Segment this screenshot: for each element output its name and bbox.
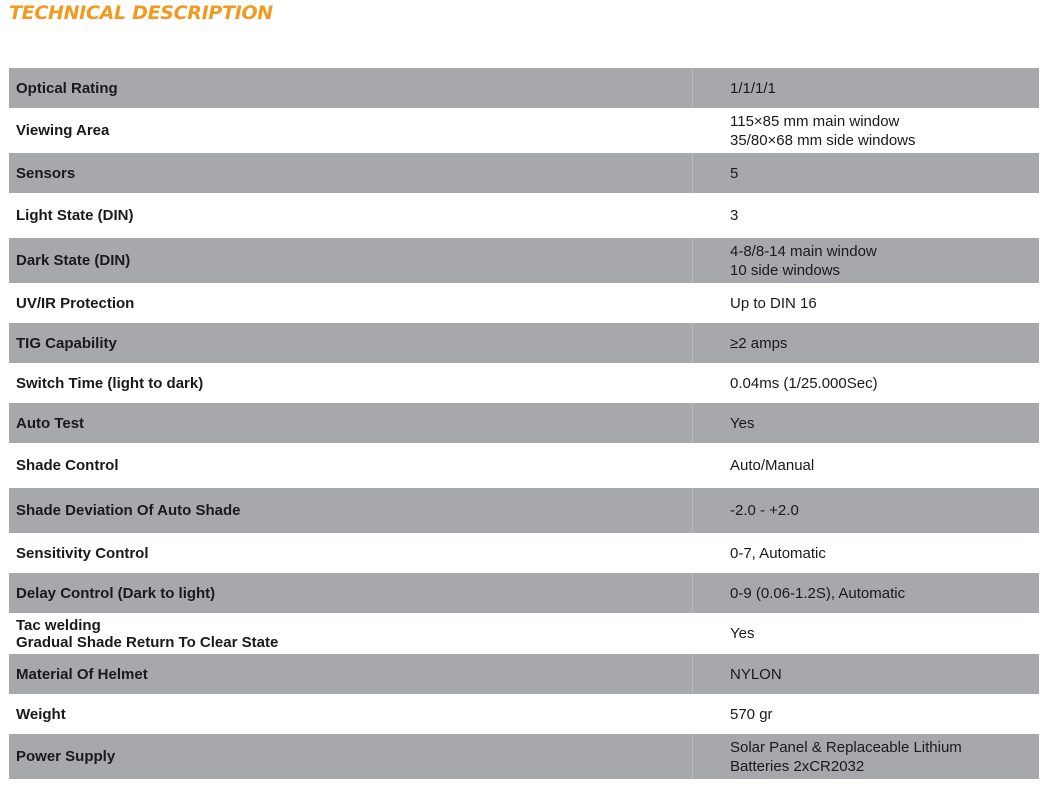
table-row bbox=[9, 68, 1039, 108]
spec-label-text: Shade Control bbox=[16, 457, 119, 474]
spec-value-text: Batteries 2xCR2032 bbox=[730, 757, 865, 775]
spec-value-text: 0-9 (0.06-1.2S), Automatic bbox=[730, 584, 906, 602]
spec-value-text: 5 bbox=[730, 164, 739, 182]
spec-value-text: NYLON bbox=[730, 665, 782, 683]
spec-value-text: -2.0 - +2.0 bbox=[730, 502, 799, 519]
table-row bbox=[9, 533, 1039, 573]
table-row bbox=[9, 108, 1039, 153]
page-title: TECHNICAL DESCRIPTION bbox=[9, 2, 273, 24]
spec-value-text: 0.04ms (1/25.000Sec) bbox=[730, 374, 878, 392]
spec-label bbox=[9, 108, 693, 153]
spec-label-text: Weight bbox=[16, 705, 66, 723]
spec-value bbox=[693, 533, 1039, 573]
spec-value-text: 3 bbox=[730, 207, 739, 224]
spec-value-text: Yes bbox=[730, 625, 755, 642]
spec-label bbox=[9, 403, 693, 443]
spec-label bbox=[9, 68, 693, 108]
table-row bbox=[9, 283, 1039, 323]
spec-label-text: Viewing Area bbox=[16, 122, 110, 139]
spec-label bbox=[9, 283, 693, 323]
spec-label bbox=[9, 694, 693, 734]
table-row bbox=[9, 238, 1039, 283]
spec-value bbox=[693, 443, 1039, 488]
spec-label bbox=[9, 488, 693, 533]
spec-value bbox=[693, 283, 1039, 323]
spec-value bbox=[693, 488, 1039, 533]
spec-label bbox=[9, 363, 693, 403]
spec-value-text: Auto/Manual bbox=[730, 457, 815, 474]
spec-label-text: Auto Test bbox=[16, 414, 85, 432]
spec-value bbox=[693, 108, 1039, 153]
spec-label bbox=[9, 654, 693, 694]
spec-label-text: Light State (DIN) bbox=[16, 207, 134, 224]
spec-label-text: Shade Deviation Of Auto Shade bbox=[16, 502, 241, 519]
spec-label bbox=[9, 323, 693, 363]
spec-value bbox=[693, 68, 1039, 108]
spec-label bbox=[9, 613, 693, 654]
spec-value-text: 115×85 mm main window bbox=[730, 112, 900, 130]
spec-value-text: Yes bbox=[730, 414, 755, 432]
spec-label-text: TIG Capability bbox=[16, 334, 117, 352]
spec-label bbox=[9, 573, 693, 613]
spec-label bbox=[9, 533, 693, 573]
spec-value-text: 1/1/1/1 bbox=[730, 79, 776, 97]
spec-value bbox=[693, 363, 1039, 403]
spec-value-text: 4-8/8-14 main window bbox=[730, 242, 877, 260]
table-row bbox=[9, 153, 1039, 193]
table-row bbox=[9, 694, 1039, 734]
table-row bbox=[9, 443, 1039, 488]
spec-value bbox=[693, 613, 1039, 654]
spec-table bbox=[9, 68, 1039, 779]
spec-value-text: 570 gr bbox=[730, 705, 773, 723]
spec-label-text: Sensitivity Control bbox=[16, 544, 149, 562]
table-row bbox=[9, 654, 1039, 694]
spec-label-text: Tac welding bbox=[16, 616, 101, 634]
spec-label bbox=[9, 443, 693, 488]
spec-value-text: Up to DIN 16 bbox=[730, 294, 817, 312]
spec-label-text: Delay Control (Dark to light) bbox=[16, 584, 216, 602]
spec-value-text: 0-7, Automatic bbox=[730, 544, 826, 562]
table-row bbox=[9, 403, 1039, 443]
table-row bbox=[9, 193, 1039, 238]
spec-value bbox=[693, 403, 1039, 443]
spec-label-text: Switch Time (light to dark) bbox=[16, 374, 204, 392]
table-row bbox=[9, 488, 1039, 533]
spec-value-text: Solar Panel & Replaceable Lithium bbox=[730, 738, 962, 756]
spec-value bbox=[693, 654, 1039, 694]
spec-value bbox=[693, 734, 1039, 779]
table-row bbox=[9, 573, 1039, 613]
spec-label bbox=[9, 238, 693, 283]
spec-value bbox=[693, 193, 1039, 238]
spec-value-text: 35/80×68 mm side windows bbox=[730, 131, 916, 149]
spec-label bbox=[9, 153, 693, 193]
spec-value bbox=[693, 694, 1039, 734]
spec-label-text: Material Of Helmet bbox=[16, 665, 148, 683]
spec-label-text: Power Supply bbox=[16, 748, 116, 765]
spec-label bbox=[9, 734, 693, 779]
spec-label-text: Dark State (DIN) bbox=[16, 252, 131, 269]
table-row bbox=[9, 734, 1039, 779]
spec-label-text: Gradual Shade Return To Clear State bbox=[16, 633, 279, 651]
spec-value bbox=[693, 573, 1039, 613]
spec-label-text: Sensors bbox=[16, 164, 76, 182]
table-row bbox=[9, 323, 1039, 363]
spec-value bbox=[693, 238, 1039, 283]
spec-label bbox=[9, 193, 693, 238]
spec-label-text: Optical Rating bbox=[16, 79, 118, 97]
table-row bbox=[9, 613, 1039, 654]
spec-value bbox=[693, 153, 1039, 193]
spec-value-text: 10 side windows bbox=[730, 261, 841, 279]
spec-value bbox=[693, 323, 1039, 363]
spec-value-text: ≥2 amps bbox=[730, 334, 788, 352]
spec-label-text: UV/IR Protection bbox=[16, 294, 135, 312]
table-row bbox=[9, 363, 1039, 403]
